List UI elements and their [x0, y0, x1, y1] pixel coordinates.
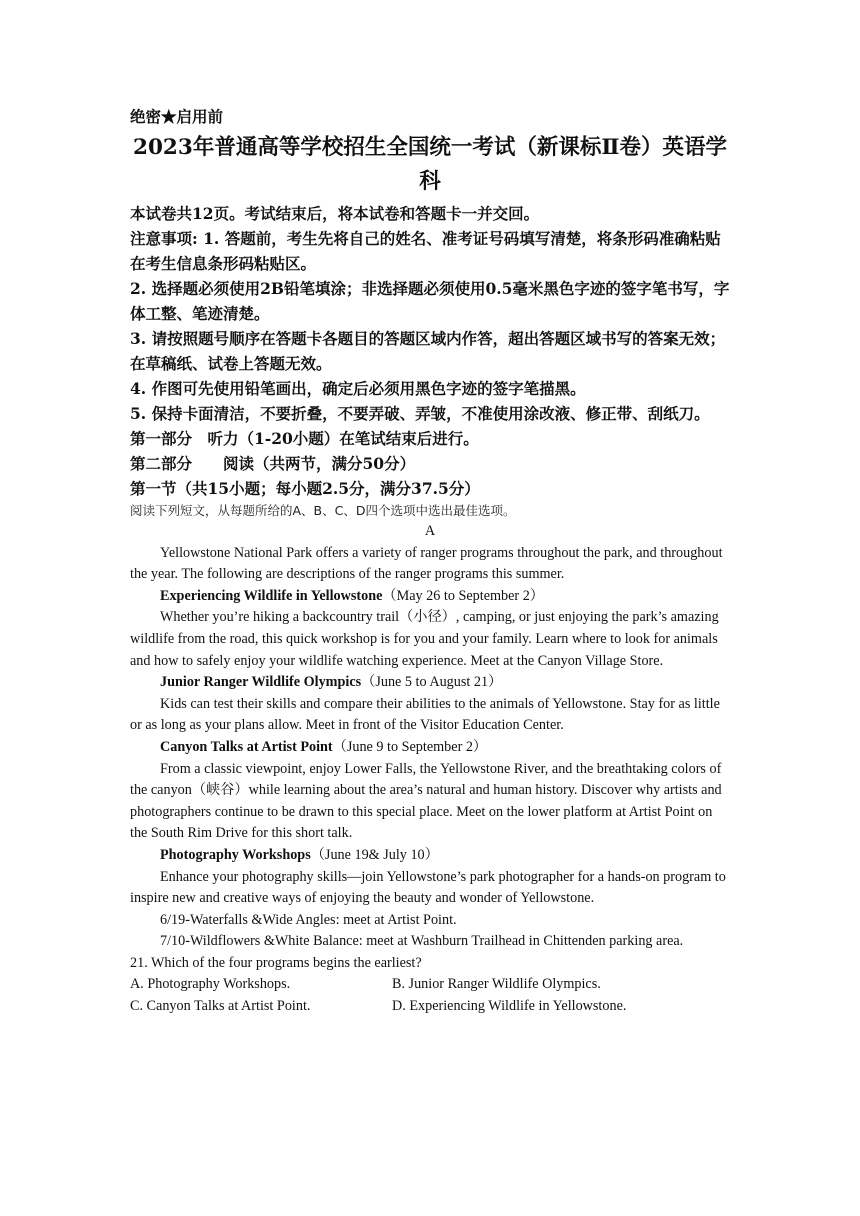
program-heading	[130, 737, 730, 759]
session-line: 7/10-Wildflowers &White Balance: meet at Washburn Trailhead in Chittenden parking area.	[160, 933, 684, 950]
exam-title: 2023年普通高等学校招生全国统一考试（新课标Ⅱ卷）英语学科	[133, 135, 727, 194]
reading-passage	[130, 521, 730, 1018]
session-line: 6/19-Waterfalls &Wide Angles: meet at Artist Point.	[160, 911, 457, 928]
notice-line: 本试卷共12页。考试结束后，将本试卷和答题卡一并交回。	[130, 204, 540, 223]
program-heading	[130, 672, 730, 694]
program-description: Kids can test their skills and compare their abilities to the animals of Yellowstone. Stay for as little or as long as your plans allow. Meet in front of the Visitor Education Center.	[130, 695, 720, 734]
program-description: Whether you’re hiking a backcountry trail（小径）, camping, or just enjoying the park’s amazing wildlife from the road, this quick workshop is for you and your family. Learn where to look for animals and how to safely enjoy your wildlife watching experience. Meet at the Canyon Village Store.	[130, 609, 719, 669]
section-heading: 第二部分 阅读（共两节，满分50分）	[130, 454, 416, 473]
exam-notice	[130, 201, 730, 501]
option-b: B. Junior Ranger Wildlife Olympics.	[392, 976, 601, 993]
options-row	[130, 974, 730, 996]
section-heading: 第一节（共15小题；每小题2.5分，满分37.5分）	[130, 479, 480, 498]
notice-line: 3. 请按照题号顺序在答题卡各题目的答题区域内作答，超出答题区域书写的答案无效；在草稿纸、试卷上答题无效。	[130, 329, 726, 373]
option-c: C. Canyon Talks at Artist Point.	[130, 998, 311, 1015]
program-dates: （June 9 to September 2）	[332, 738, 488, 755]
exam-page	[130, 104, 730, 1018]
passage-label: A	[424, 523, 436, 539]
program-heading	[130, 586, 730, 608]
program-dates: （June 5 to August 21）	[361, 674, 503, 691]
program-title: Canyon Talks at Artist Point	[160, 738, 333, 755]
program-title: Experiencing Wildlife in Yellowstone	[160, 587, 383, 604]
reading-instruction: 阅读下列短文，从每题所给的A、B、C、D四个选项中选出最佳选项。	[130, 503, 516, 518]
program-title: Junior Ranger Wildlife Olympics	[160, 674, 362, 691]
program-heading	[130, 845, 730, 867]
program-title: Photography Workshops	[160, 846, 311, 863]
notice-line: 注意事项: 1. 答题前，考生先将自己的姓名、准考证号码填写清楚，将条形码准确粘贴在考生信息条形码粘贴区。	[130, 229, 721, 273]
program-description: From a classic viewpoint, enjoy Lower Falls, the Yellowstone River, and the breathtaking colors of the canyon（峡谷）while learning about the area’s natural and human history. Discover why artists and photographers continue to be drawn to this special place. Meet on the lower platform at Artist Point on the South Rim Drive for this short talk.	[130, 760, 722, 842]
question-stem: 21. Which of the four programs begins the earliest?	[130, 954, 422, 971]
program-dates: （June 19& July 10）	[310, 846, 439, 863]
passage-intro: Yellowstone National Park offers a variety of ranger programs throughout the park, and throughout the year. The following are descriptions of the ranger programs this summer.	[130, 544, 723, 583]
program-dates: （May 26 to September 2）	[382, 587, 544, 604]
notice-line: 5. 保持卡面清洁，不要折叠，不要弄破、弄皱，不准使用涂改液、修正带、刮纸刀。	[130, 404, 710, 423]
program-description: Enhance your photography skills—join Yellowstone’s park photographer for a hands-on program to inspire new and creative ways of enjoying the beauty and wonder of Yellowstone.	[130, 868, 726, 907]
option-d: D. Experiencing Wildlife in Yellowstone.	[392, 998, 627, 1015]
notice-line: 2. 选择题必须使用2B铅笔填涂；非选择题必须使用0.5毫米黑色字迹的签字笔书写，字体工整、笔迹清楚。	[130, 279, 730, 323]
notice-line: 4. 作图可先使用铅笔画出，确定后必须用黑色字迹的签字笔描黑。	[130, 379, 586, 398]
options-row	[130, 996, 730, 1018]
section-heading: 第一部分 听力（1-20小题）在笔试结束后进行。	[130, 429, 479, 448]
option-a: A. Photography Workshops.	[130, 976, 291, 993]
confidential-label: 绝密★启用前	[130, 107, 224, 126]
